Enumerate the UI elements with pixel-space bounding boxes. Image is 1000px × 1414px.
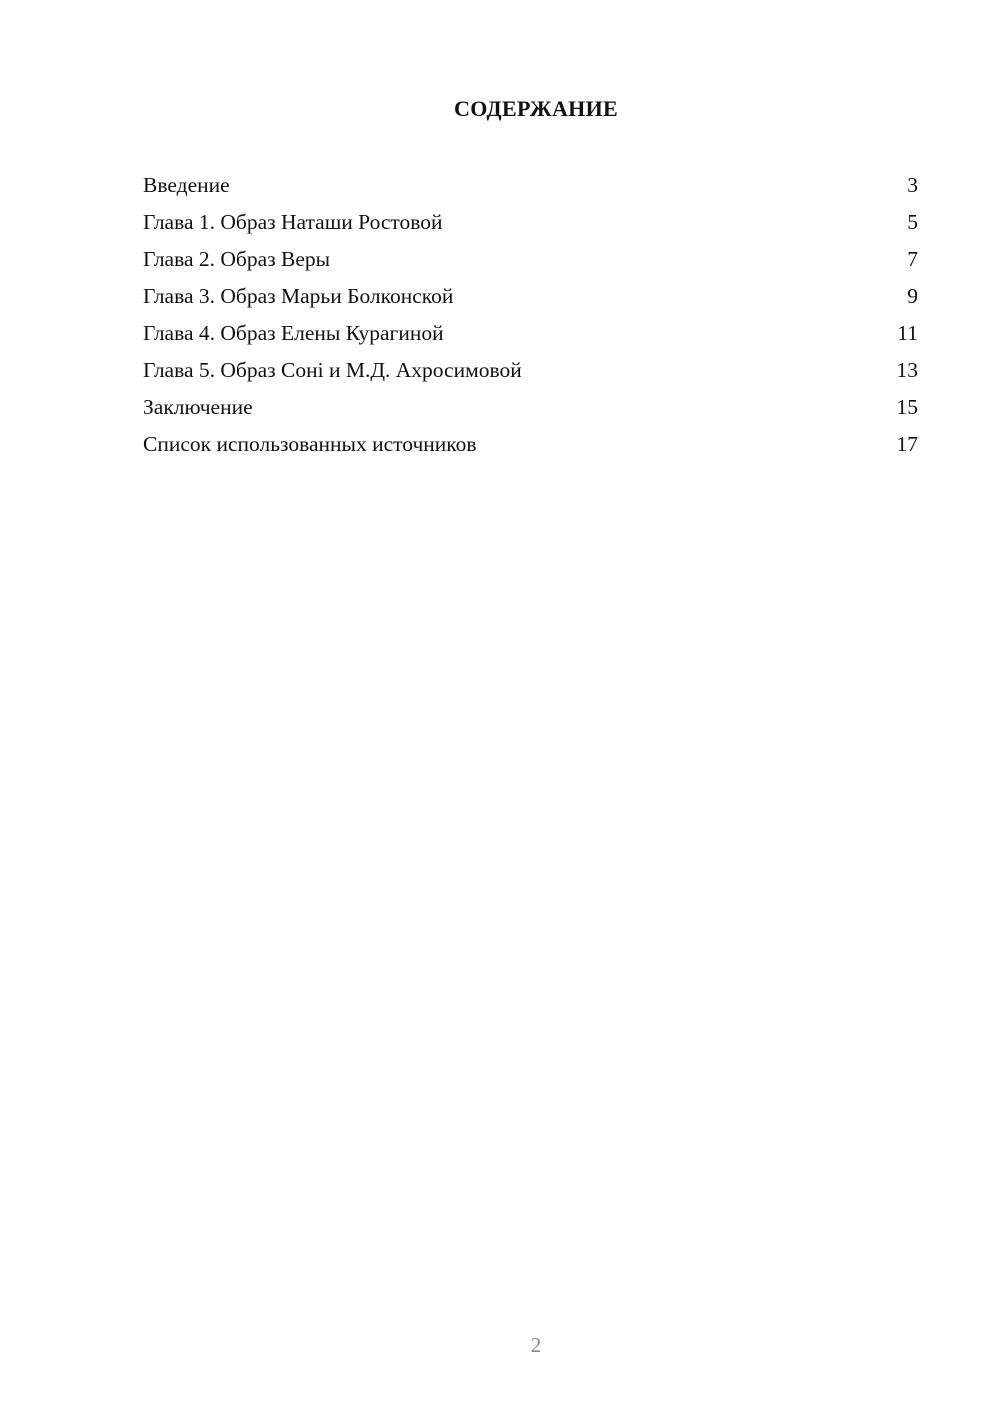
- toc-entry-page: 5: [907, 210, 918, 234]
- toc-entry[interactable]: [143, 170, 918, 207]
- toc-entry[interactable]: [143, 281, 918, 318]
- toc-entry-label: Список использованных источников: [143, 432, 477, 456]
- toc-entry-label: Глава 2. Образ Веры: [143, 247, 331, 271]
- toc-entry-page: 13: [896, 358, 918, 382]
- toc-entry-page: 11: [897, 321, 918, 345]
- toc-entry-label: Глава 1. Образ Наташи Ростовой: [143, 210, 443, 234]
- toc-entry-page: 9: [907, 284, 918, 308]
- toc-entry-label: Глава 3. Образ Марьи Болконской: [143, 284, 454, 308]
- toc-entry-label: Заключение: [143, 395, 253, 419]
- toc-entry-page: 17: [896, 432, 918, 456]
- page-title: СОДЕРЖАНИЕ: [454, 96, 618, 121]
- toc-entry-label: Введение: [143, 173, 230, 197]
- toc-entry[interactable]: [143, 318, 918, 355]
- toc-entry[interactable]: [143, 392, 918, 429]
- toc-entry-page: 15: [896, 395, 918, 419]
- toc-entry[interactable]: [143, 429, 918, 466]
- toc-entry-page: 3: [907, 173, 918, 197]
- toc-entry-label: Глава 5. Образ Соні и М.Д. Ахросимовой: [143, 358, 522, 382]
- table-of-contents: [143, 170, 918, 466]
- toc-entry-page: 7: [907, 247, 918, 271]
- toc-entry[interactable]: [143, 207, 918, 244]
- toc-entry[interactable]: [143, 244, 918, 281]
- page-number: 2: [530, 1333, 542, 1357]
- toc-entry-label: Глава 4. Образ Елены Курагиной: [143, 321, 444, 345]
- toc-entry[interactable]: [143, 355, 918, 392]
